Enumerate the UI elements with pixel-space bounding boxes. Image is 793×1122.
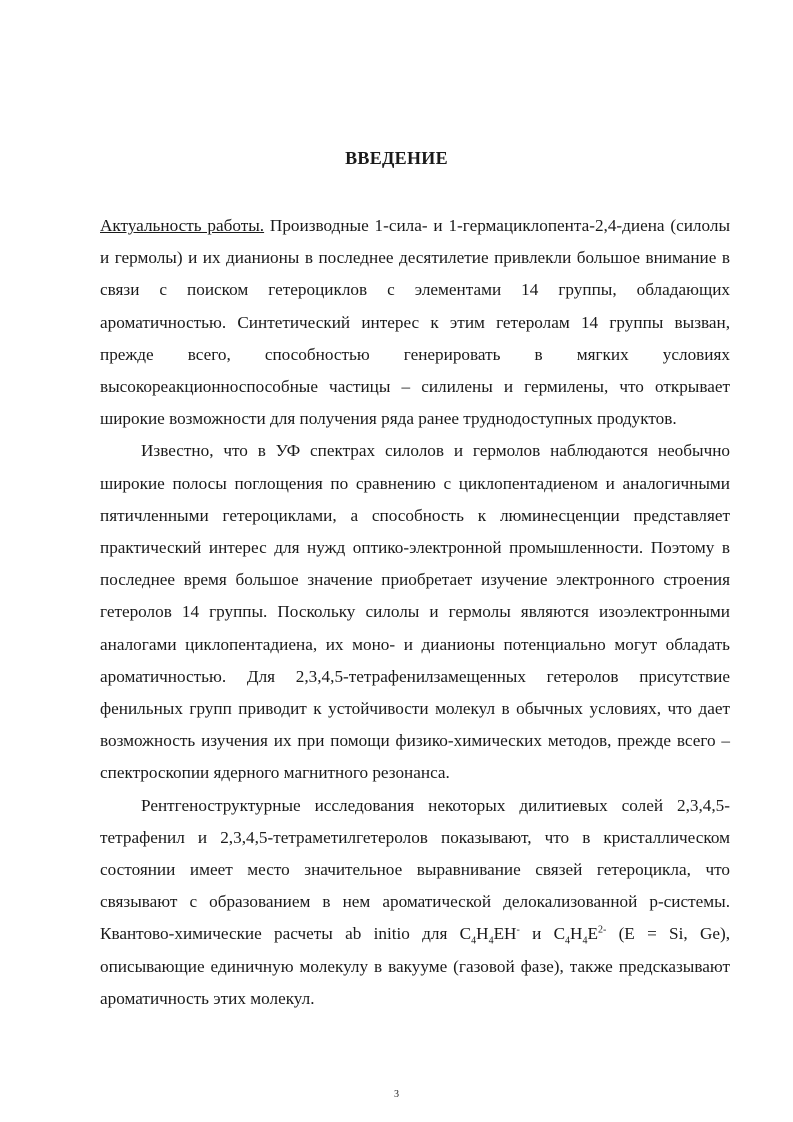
body-text xyxy=(100,210,730,1015)
page-number: 3 xyxy=(394,1089,399,1100)
page-title: ВВЕДЕНИЕ xyxy=(345,148,448,168)
paragraph-xray-studies xyxy=(100,790,730,1015)
xray-text-mid: и xyxy=(519,924,554,944)
formula-part: E xyxy=(587,924,598,944)
formula-subscript: 4 xyxy=(471,935,477,947)
paragraph-uv-spectra: Известно, что в УФ спектрах силолов и гермолов наблюдаются необычно широкие полосы поглощения по сравнению с циклопентадиеном и аналогичными пятичленными гетероциклами, а способность к люминесценции представляет практический интерес для нужд оптико-электронной промышленности. Поэтому в последнее время большое значение приобретает изучение электронного строения гетеролов 14 группы. Поскольку силолы и гермолы являются изоэлектронными аналогами циклопентадиена, их моно- и дианионы потенциально могут обладать ароматичностью. Для 2,3,4,5-тетрафенилзамещенных гетеролов присутствие фенильных групп приводит к устойчивости молекул в обычных условиях, что дает возможность изучения их при помощи физико-химических методов, прежде всего – спектроскопии ядерного магнитного резонанса. xyxy=(100,441,730,783)
paragraph-relevance xyxy=(100,210,730,435)
formula-subscript: 4 xyxy=(565,935,571,947)
formula-monoanion xyxy=(459,924,520,947)
formula-subscript: 4 xyxy=(582,935,588,947)
formula-part: C xyxy=(459,924,472,944)
formula-dianion xyxy=(553,924,607,947)
formula-part: H xyxy=(570,924,583,944)
formula-superscript: 2- xyxy=(597,924,607,936)
formula-part: C xyxy=(553,924,566,944)
relevance-lead: Актуальность работы. xyxy=(100,216,265,235)
relevance-text: Производные 1-сила- и 1-гермациклопента-2,4-диена (силолы и гермолы) и их дианионы в последнее десятилетие привлекли большое внимание в связи с поиском гетероциклов с элементами 14 группы, обладающих ароматичностью. Синтетический интерес к этим гетеролам 14 группы вызван, прежде всего, способностью генерировать в мягких условиях высокореакционноспособные частицы – силилены и гермилены, что открывает широкие возможности для получения ряда ранее труднодоступных продуктов. xyxy=(100,216,730,429)
formula-superscript: - xyxy=(516,924,520,936)
xray-text-before: Рентгеноструктурные исследования некоторых дилитиевых солей 2,3,4,5-тетрафенил и 2,3,4,5-тетраметилгетеролов показывают, что в кристаллическом состоянии имеет место значительное выравнивание связей гетероцикла, что связывают с образованием в нем ароматической делокализованной p-системы. Квантово-химические расчеты ab initio для xyxy=(100,795,730,944)
formula-subscript: 4 xyxy=(488,935,494,947)
formula-part: EH xyxy=(493,924,517,944)
formula-part: H xyxy=(476,924,489,944)
xray-text-after: (E = Si, Ge), описывающие единичную молекулу в вакууме (газовой фазе), также предсказывают ароматичность этих молекул. xyxy=(100,924,730,1008)
